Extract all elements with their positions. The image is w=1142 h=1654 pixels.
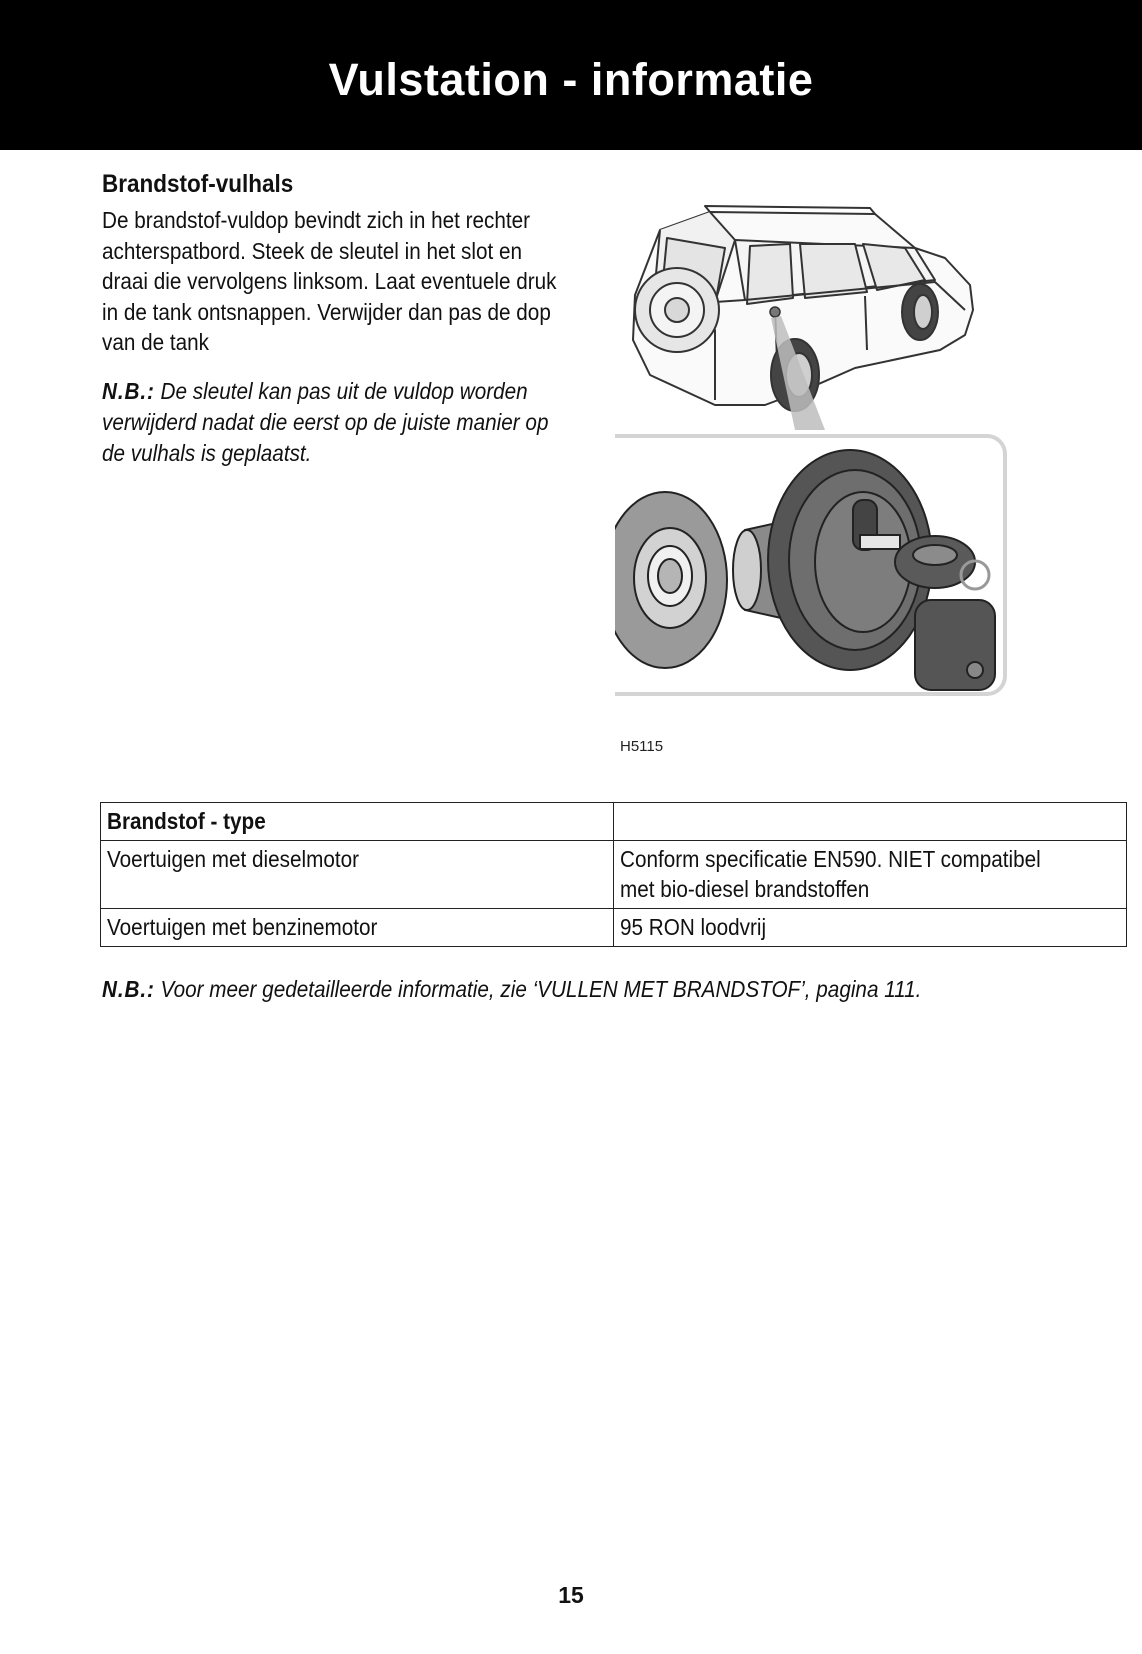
note-text: De sleutel kan pas uit de vuldop worden verwijderd nadat die eerst op de juiste manier op de vulhals is geplaatst. xyxy=(102,377,549,466)
note-paragraph xyxy=(102,376,570,469)
note-text: Voor meer gedetailleerde informatie, zie ‘VULLEN MET BRANDSTOF’, pagina 111. xyxy=(154,976,922,1002)
figure-code: H5115 xyxy=(620,738,664,755)
section-title: Brandstof-vulhals xyxy=(102,170,294,198)
page-number: 15 xyxy=(558,1582,584,1608)
header-label: Brandstof - type xyxy=(107,808,266,834)
page-header xyxy=(0,0,1142,150)
content-left-column xyxy=(102,170,572,469)
vehicle-type: Voertuigen met benzinemotor xyxy=(107,914,378,940)
page-title: Vulstation - informatie xyxy=(328,54,814,105)
table-header-cell xyxy=(101,803,614,841)
table-cell xyxy=(101,841,614,909)
fuel-type-table xyxy=(100,802,1127,947)
note-label: N.B.: xyxy=(102,976,155,1002)
fuel-flap-marker xyxy=(770,307,780,317)
vehicle-type: Voertuigen met dieselmotor xyxy=(107,846,359,872)
table-cell xyxy=(614,909,1127,947)
filler-neck xyxy=(615,492,727,668)
table-cell xyxy=(614,841,1127,909)
spare-wheel xyxy=(635,268,719,352)
note-label: N.B.: xyxy=(102,377,155,404)
section-body: De brandstof-vuldop bevindt zich in het rechter achterspatbord. Steek de sleutel in het slot en draai die vervolgens linksom. Laat eventuele druk in de tank ontsnappen. Verwijder dan pas de dop van de tank xyxy=(102,207,557,355)
table-row xyxy=(101,841,1127,909)
fuel-spec: Conform specificatie EN590. NIET compatibel met bio-diesel brandstoffen xyxy=(620,846,1041,902)
fuel-filler-illustration xyxy=(615,200,1075,740)
fuel-spec: 95 RON loodvrij xyxy=(620,914,767,940)
table-row xyxy=(101,909,1127,947)
table-header-row xyxy=(101,803,1127,841)
reference-note xyxy=(102,976,921,1003)
table-cell xyxy=(101,909,614,947)
table-header-cell xyxy=(614,803,1127,841)
